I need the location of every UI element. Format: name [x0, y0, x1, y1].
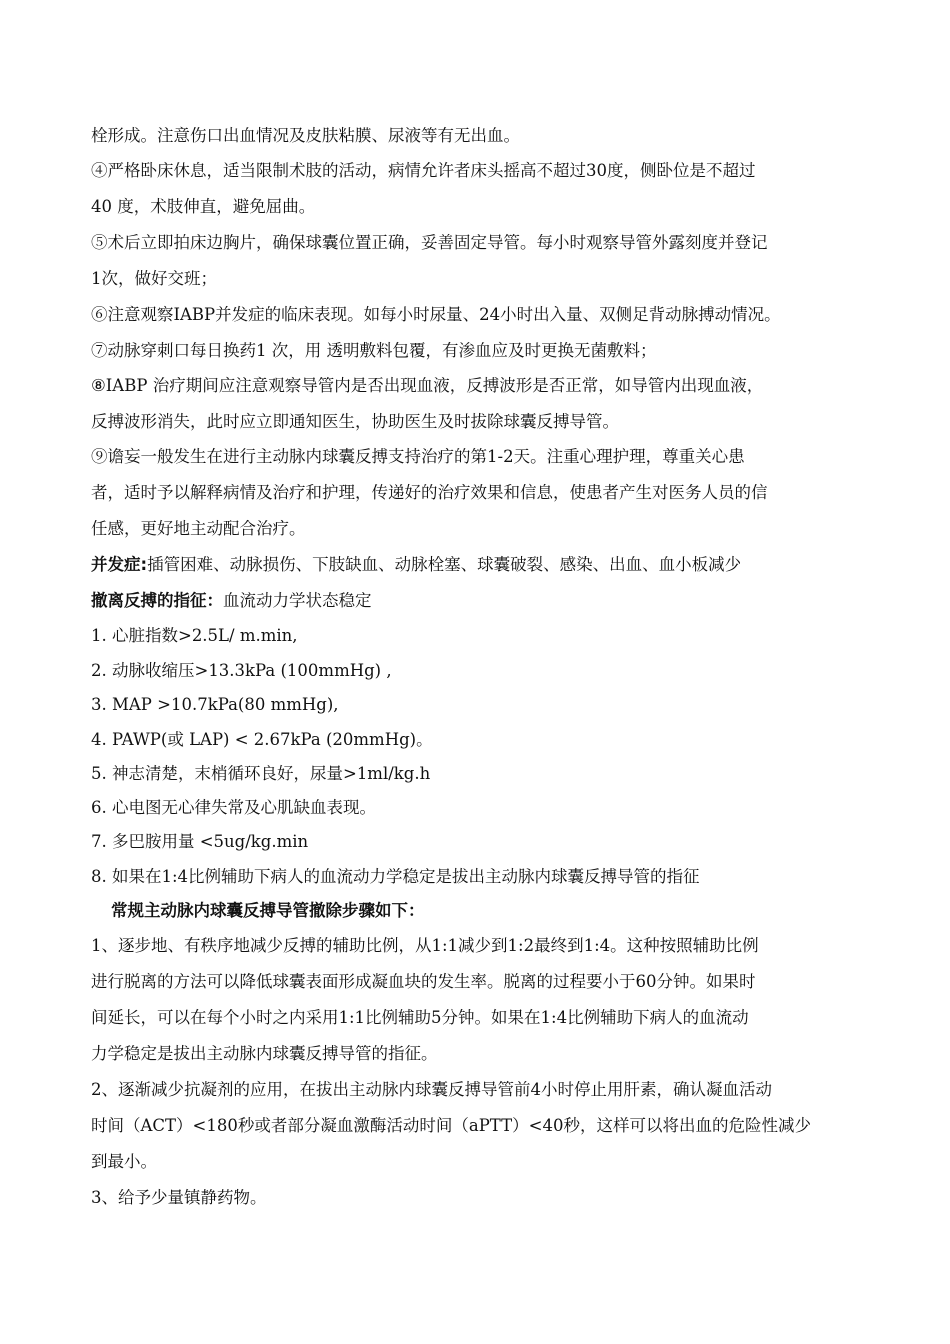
step-line: 1、逐步地、有秩序地减少反搏的辅助比例，从1:1减少到1:2最终到1:4。这种按照辅助比例 [91, 936, 759, 955]
complications-line [91, 554, 871, 576]
text-line: 任感，更好地主动配合治疗。 [91, 519, 306, 538]
indication-item: 4. PAWP(或 LAP) < 2.67kPa (20mmHg)。 [91, 730, 433, 749]
steps-heading: 常规主动脉内球囊反搏导管撤除步骤如下： [111, 901, 425, 920]
step-line: 3、给予少量镇静药物。 [91, 1188, 267, 1207]
text-line: ⑥注意观察IABP并发症的临床表现。如每小时尿量、24小时出入量、双侧足背动脉搏动情况。 [91, 305, 781, 324]
text-line: ⑨谵妄一般发生在进行主动脉内球囊反搏支持治疗的第1-2天。注重心理护理，尊重关心患 [91, 447, 745, 466]
text-line: 栓形成。注意伤口出血情况及皮肤粘膜、尿液等有无出血。 [91, 126, 520, 145]
text-line: 40 度，术肢伸直，避免屈曲。 [91, 197, 316, 216]
indication-item: 8. 如果在1:4比例辅助下病人的血流动力学稳定是拔出主动脉内球囊反搏导管的指征 [91, 867, 700, 886]
text-line: 者，适时予以解释病情及治疗和护理，传递好的治疗效果和信息，使患者产生对医务人员的信 [91, 483, 768, 502]
text-line: 1次，做好交班； [91, 269, 217, 288]
step-line: 到最小。 [91, 1152, 157, 1171]
wean-text: 血流动力学状态稳定 [223, 591, 372, 610]
text-line: ⑤术后立即拍床边胸片，确保球囊位置正确，妥善固定导管。每小时观察导管外露刻度并登记 [91, 233, 768, 252]
complications-text: 插管困难、动脉损伤、下肢缺血、动脉栓塞、球囊破裂、感染、出血、血小板减少 [147, 555, 742, 574]
step-line: 时间（ACT）<180秒或者部分凝血激酶活动时间（aPTT）<40秒，这样可以将出血的危险性减少 [91, 1116, 811, 1135]
wean-indications-line [91, 590, 871, 612]
indication-item: 7. 多巴胺用量 <5ug/kg.min [91, 832, 309, 851]
step-line: 力学稳定是拔出主动脉内球囊反搏导管的指征。 [91, 1044, 438, 1063]
indication-item: 6. 心电图无心律失常及心肌缺血表现。 [91, 798, 376, 817]
indication-item: 5. 神志清楚，末梢循环良好，尿量>1ml/kg.h [91, 764, 431, 783]
indication-item: 2. 动脉收缩压>13.3kPa (100mmHg) , [91, 661, 392, 680]
step-line: 进行脱离的方法可以降低球囊表面形成凝血块的发生率。脱离的过程要小于60分钟。如果时 [91, 972, 756, 991]
text-line: ⑧IABP 治疗期间应注意观察导管内是否出现血液，反搏波形是否正常，如导管内出现血液， [91, 376, 764, 395]
wean-label: 撤离反搏的指征： [91, 591, 223, 610]
step-line: 间延长，可以在每个小时之内采用1:1比例辅助5分钟。如果在1:4比例辅助下病人的血流动 [91, 1008, 749, 1027]
text-line: 反搏波形消失，此时应立即通知医生，协助医生及时拔除球囊反搏导管。 [91, 412, 619, 431]
text-line: ⑦动脉穿刺口每日换药1 次，用 透明敷料包覆，有渗血应及时更换无菌敷料； [91, 341, 657, 360]
step-line: 2、逐渐减少抗凝剂的应用，在拔出主动脉内球囊反搏导管前4小时停止用肝素，确认凝血活动 [91, 1080, 772, 1099]
indication-item: 1. 心脏指数>2.5L/ m.min, [91, 626, 298, 645]
text-line: ④严格卧床休息，适当限制术肢的活动，病情允许者床头摇高不超过30度，侧卧位是不超过 [91, 161, 756, 180]
indication-item: 3. MAP >10.7kPa(80 mmHg), [91, 695, 339, 714]
complications-label: 并发症: [91, 555, 148, 574]
